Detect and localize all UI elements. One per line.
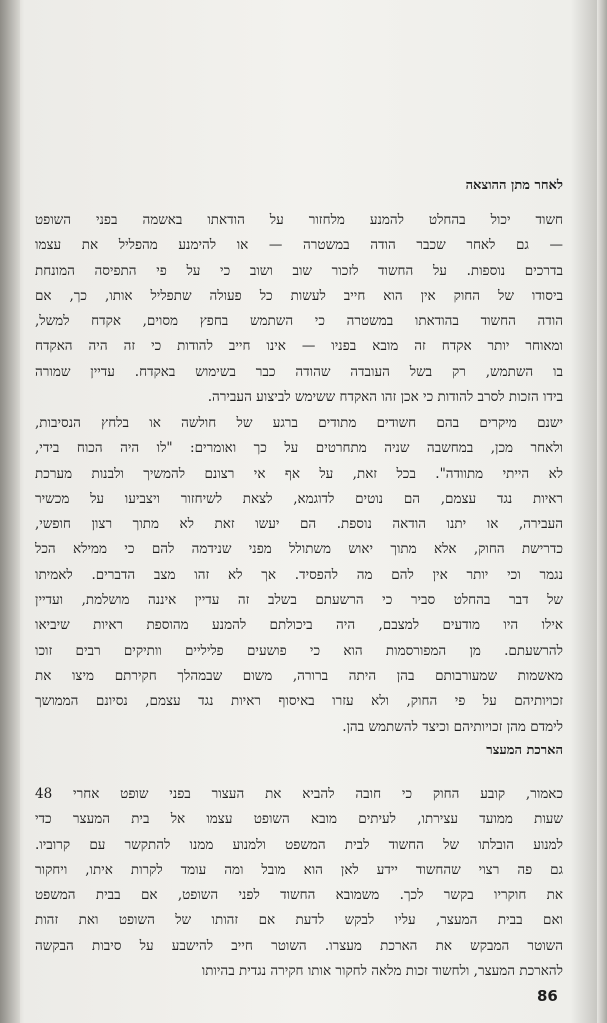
text-line: בדרכים נוספות. על החשוד לזכור שוב ושוב כי על פי התפיסה המונחת	[35, 262, 563, 279]
text-line: גם פה רצוי שהחשוד יידע לאן הוא מובל ומה עומד לקרות איתו, ויחקור	[35, 861, 563, 878]
text-line: לימדם מהן זכויותיהם וכיצד להשתמש בהן.	[342, 718, 563, 735]
text-line: נגמר וכי יותר אין להם מה להפסיד. אך לא זהו מצב הדברים. לאמיתו	[35, 566, 563, 583]
text-line: — גם לאחר שכבר הודה במשטרה — או להימנע מהפליל את עצמו	[35, 237, 563, 254]
text-line: השוטר המבקש את הארכת מעצרו. השוטר חייב להישבע על סיבות הבקשה	[35, 937, 563, 954]
text-line: ולאחר מכן, במחשבה שניה מתחרטים על כך ואומרים: "לו היה הכוח בידי,	[35, 440, 563, 457]
paragraph-3	[35, 782, 563, 984]
text-line: ביסודו של החוק אין הוא חייב לעשות כל פעולה שתפליל אותו, כך, אם	[35, 287, 563, 304]
text-line: העבירה, או יתנו הודאה נוספת. הם יעשו זאת לא מתוך רצון חופשי,	[35, 516, 563, 533]
text-line: להרשעתם. מן המפורסמות הוא כי פושעים פליליים וותיקים רבים זוכו	[35, 642, 563, 659]
text-line: בידו הזכות לסרב להודות כי אכן זהו האקדח ששימש לביצוע העבירה.	[207, 389, 563, 406]
text-line: הודה החשוד בהודאתו במשטרה כי השתמש בחפץ מסוים, אקדח למשל,	[35, 313, 563, 330]
text-line: ומאוחר יותר אקדח זה מובא בפניו — אינו חייב להודות כי זה היה האקדח	[35, 338, 563, 355]
binding-shadow	[0, 0, 20, 1023]
text-line: למנוע הובלתו של החשוד לבית המשפט ולמנוע ממנו להתקשר עם קרוביו.	[35, 836, 563, 853]
text-line: של דבר בהחלט סביר כי הרשעתם בשלב זה עדיין איננה מושלמת, ועדיין	[35, 592, 563, 609]
text-line: כדרישת החוק, אלא מתוך יאוש משתולל מפני שנידמה להם כי ממילא הכל	[35, 541, 563, 558]
text-line: אילו היו מודעים למצבם, היה ביכולתם להמנע מהוספת ראיות שיביאו	[35, 617, 563, 634]
text-line: לא הייתי מתוודה". בכל זאת, על אף אי רצונם להמשיך ולבנות מערכת	[35, 465, 563, 482]
paragraph-2	[35, 411, 563, 740]
text-line: ראיות נגד עצמם, הם נוטים לדוגמא, לצאת לשיחזור ויצביעו על מכשיר	[35, 490, 563, 507]
text-line: להארכת המעצר, ולחשוד זכות מלאה לחקור אותו חקירה נגדית בהיותו	[201, 963, 563, 980]
paragraph-1	[35, 208, 563, 410]
text-line: זכויותיהם על פי החוק, ולא עזרו באיסוף ראיות נגד עצמם, נסיונם הממושך	[35, 693, 563, 710]
page-number: 86	[537, 987, 558, 1005]
text-line: חשוד יכול בהחלט להמנע מלחזור על הודאתו באשמה בפני השופט	[35, 212, 563, 228]
text-line: מאשמות שמעורבותם בהן היתה ברורה, משום שבמהלך חקירתם מיצו את	[35, 667, 563, 684]
page-edge	[597, 0, 607, 1023]
text-line: ואם בבית המעצר, עליו לבקש לדעת אם זהותו של השופט ואת זהות	[35, 912, 563, 929]
text-line: כאמור, קובע החוק כי חובה להביא את העצור בפני שופט אחרי 48	[35, 786, 563, 802]
text-line: ישנם מיקרים בהם חשודים מתודים ברגע של חולשה או בלחץ הנסיבות,	[35, 415, 563, 431]
chapter-subheading: לאחר מתן ההוצאה	[465, 178, 563, 193]
section-title: הארכת המעצר	[486, 743, 563, 758]
text-line: בו השתמש, רק בשל העובדה שהודה כבר בשימוש באקדח. עדיין שמורה	[35, 363, 563, 380]
text-line: את חוקריו בקשר לכך. משמובא החשוד לפני השופט, אם בבית המשפט	[35, 887, 563, 904]
text-line: שעות ממועד עצירתו, לעיתים מובא השופט עצמו אל בית המעצר כדי	[35, 811, 563, 828]
